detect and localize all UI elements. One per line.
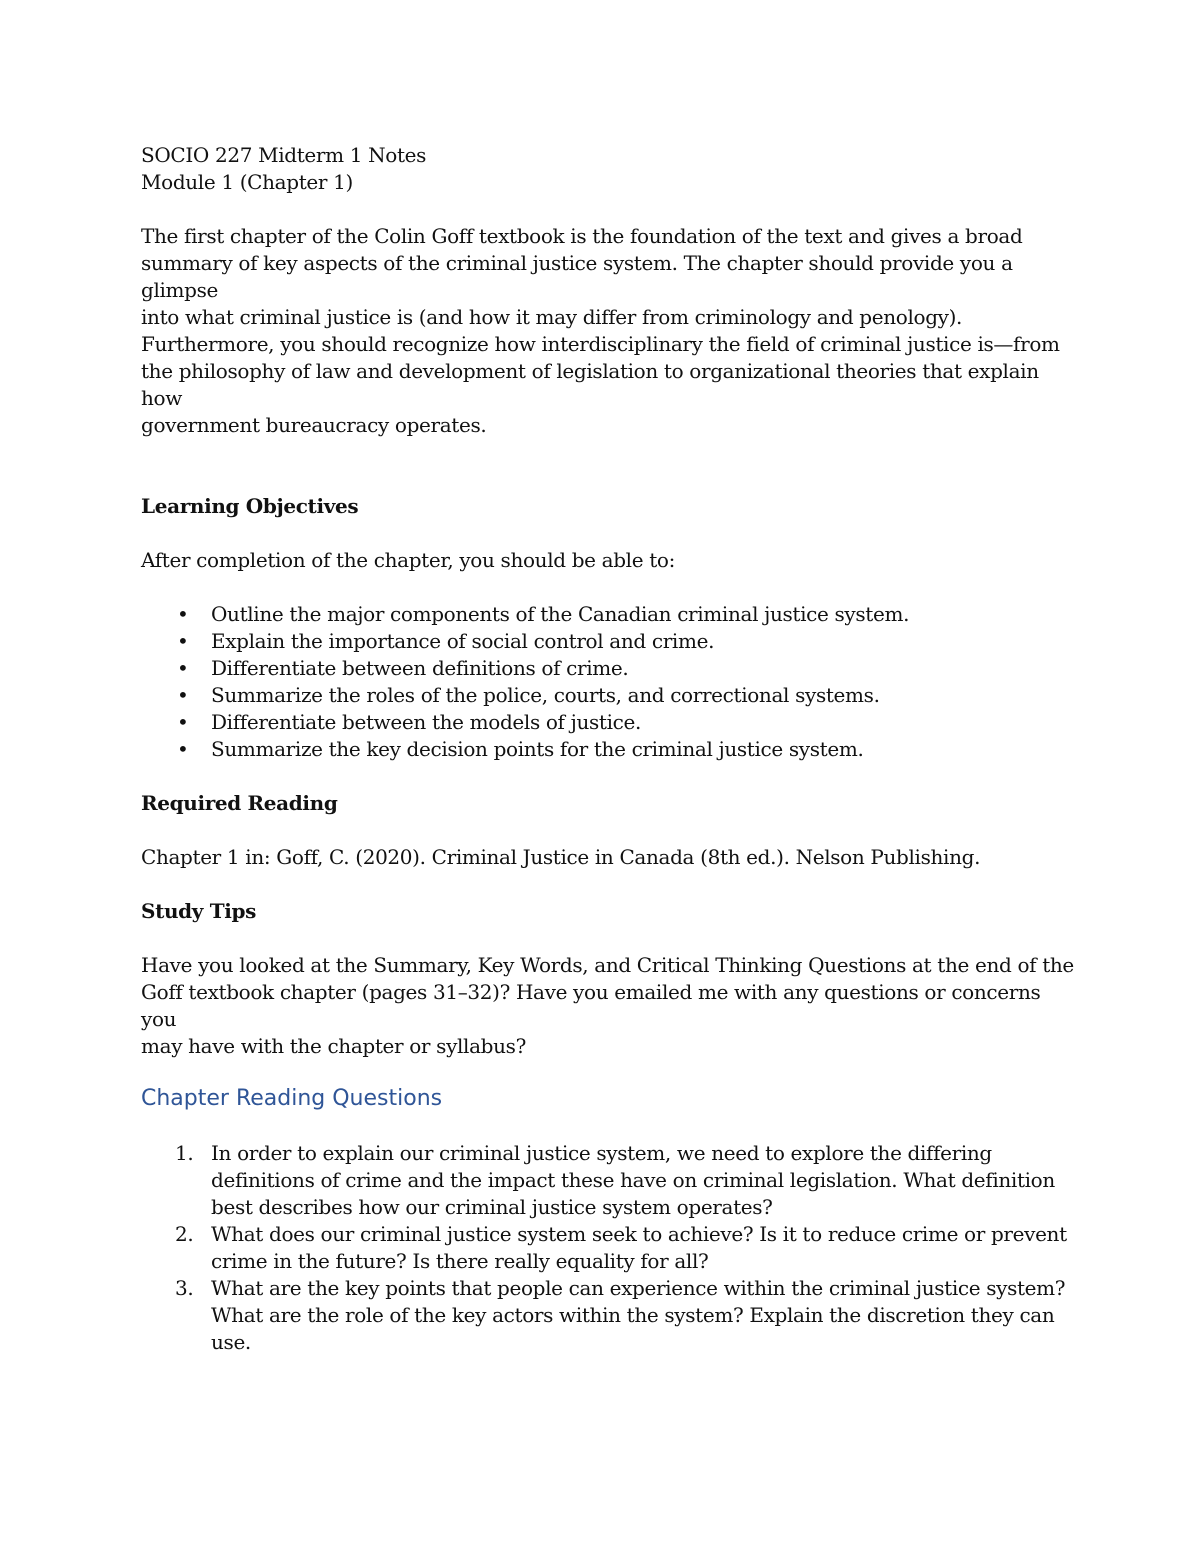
list-item — [141, 709, 1081, 736]
objective-text: Explain the importance of social control and crime. — [211, 629, 715, 653]
bullet-icon: • — [177, 602, 189, 626]
learning-objectives-heading: Learning Objectives — [141, 494, 359, 518]
spacer — [141, 1060, 1081, 1084]
study-tips-line: Have you looked at the Summary, Key Words, and Critical Thinking Questions at the end of the — [141, 953, 1074, 977]
list-item — [141, 628, 1081, 655]
document-title: SOCIO 227 Midterm 1 Notes — [141, 143, 427, 167]
spacer — [141, 1114, 1081, 1140]
bullet-icon: • — [177, 629, 189, 653]
required-reading-heading: Required Reading — [141, 791, 338, 815]
objective-text: Outline the major components of the Canadian criminal justice system. — [211, 602, 910, 626]
intro-line: summary of key aspects of the criminal justice system. The chapter should provide you a glimpse — [141, 251, 1013, 302]
study-tips-line: may have with the chapter or syllabus? — [141, 1034, 526, 1058]
question-line: best describes how our criminal justice system operates? — [211, 1195, 773, 1219]
objective-text: Differentiate between definitions of crime. — [211, 656, 629, 680]
spacer — [141, 439, 1081, 493]
question-number: 1. — [175, 1141, 194, 1165]
spacer — [141, 925, 1081, 952]
chapter-questions-list — [141, 1140, 1081, 1356]
objective-text: Differentiate between the models of justice. — [211, 710, 641, 734]
question-number: 3. — [175, 1276, 194, 1300]
spacer — [141, 763, 1081, 790]
question-line: In order to explain our criminal justice system, we need to explore the differing — [211, 1141, 992, 1165]
intro-line: The first chapter of the Colin Goff textbook is the foundation of the text and gives a broad — [141, 224, 1023, 248]
objective-text: Summarize the roles of the police, courts, and correctional systems. — [211, 683, 880, 707]
spacer — [141, 871, 1081, 898]
spacer — [141, 574, 1081, 601]
study-tips-line: Goff textbook chapter (pages 31–32)? Have you emailed me with any questions or concerns you — [141, 980, 1041, 1031]
learning-objectives-list — [141, 601, 1081, 763]
bullet-icon: • — [177, 710, 189, 734]
intro-line: the philosophy of law and development of legislation to organizational theories that explain how — [141, 359, 1039, 410]
study-tips-paragraph — [141, 952, 1081, 1060]
required-reading-text: Chapter 1 in: Goff, C. (2020). Criminal Justice in Canada (8th ed.). Nelson Publishing. — [141, 845, 981, 869]
list-item — [141, 736, 1081, 763]
question-line: What are the role of the key actors within the system? Explain the discretion they can — [211, 1303, 1055, 1327]
spacer — [141, 520, 1081, 547]
intro-paragraph — [141, 223, 1081, 439]
question-line: crime in the future? Is there really equality for all? — [211, 1249, 709, 1273]
module-label: Module 1 (Chapter 1) — [141, 170, 353, 194]
list-item — [141, 655, 1081, 682]
intro-line: into what criminal justice is (and how it may differ from criminology and penology). — [141, 305, 963, 329]
list-item — [141, 1221, 1081, 1275]
bullet-icon: • — [177, 656, 189, 680]
list-item — [141, 1275, 1081, 1356]
document-page — [141, 142, 1081, 1356]
question-line: definitions of crime and the impact these have on criminal legislation. What definition — [211, 1168, 1055, 1192]
spacer — [141, 817, 1081, 844]
spacer — [141, 196, 1081, 223]
chapter-questions-heading: Chapter Reading Questions — [141, 1086, 443, 1111]
question-line: use. — [211, 1330, 251, 1354]
question-line: What does our criminal justice system seek to achieve? Is it to reduce crime or prevent — [211, 1222, 1067, 1246]
intro-line: Furthermore, you should recognize how interdisciplinary the field of criminal justice is—from — [141, 332, 1060, 356]
question-line: What are the key points that people can experience within the criminal justice system? — [211, 1276, 1066, 1300]
intro-line: government bureaucracy operates. — [141, 413, 487, 437]
bullet-icon: • — [177, 683, 189, 707]
objective-text: Summarize the key decision points for the criminal justice system. — [211, 737, 864, 761]
list-item — [141, 1140, 1081, 1221]
list-item — [141, 682, 1081, 709]
study-tips-heading: Study Tips — [141, 899, 257, 923]
bullet-icon: • — [177, 737, 189, 761]
question-number: 2. — [175, 1222, 194, 1246]
learning-objectives-lead: After completion of the chapter, you should be able to: — [141, 548, 675, 572]
list-item — [141, 601, 1081, 628]
